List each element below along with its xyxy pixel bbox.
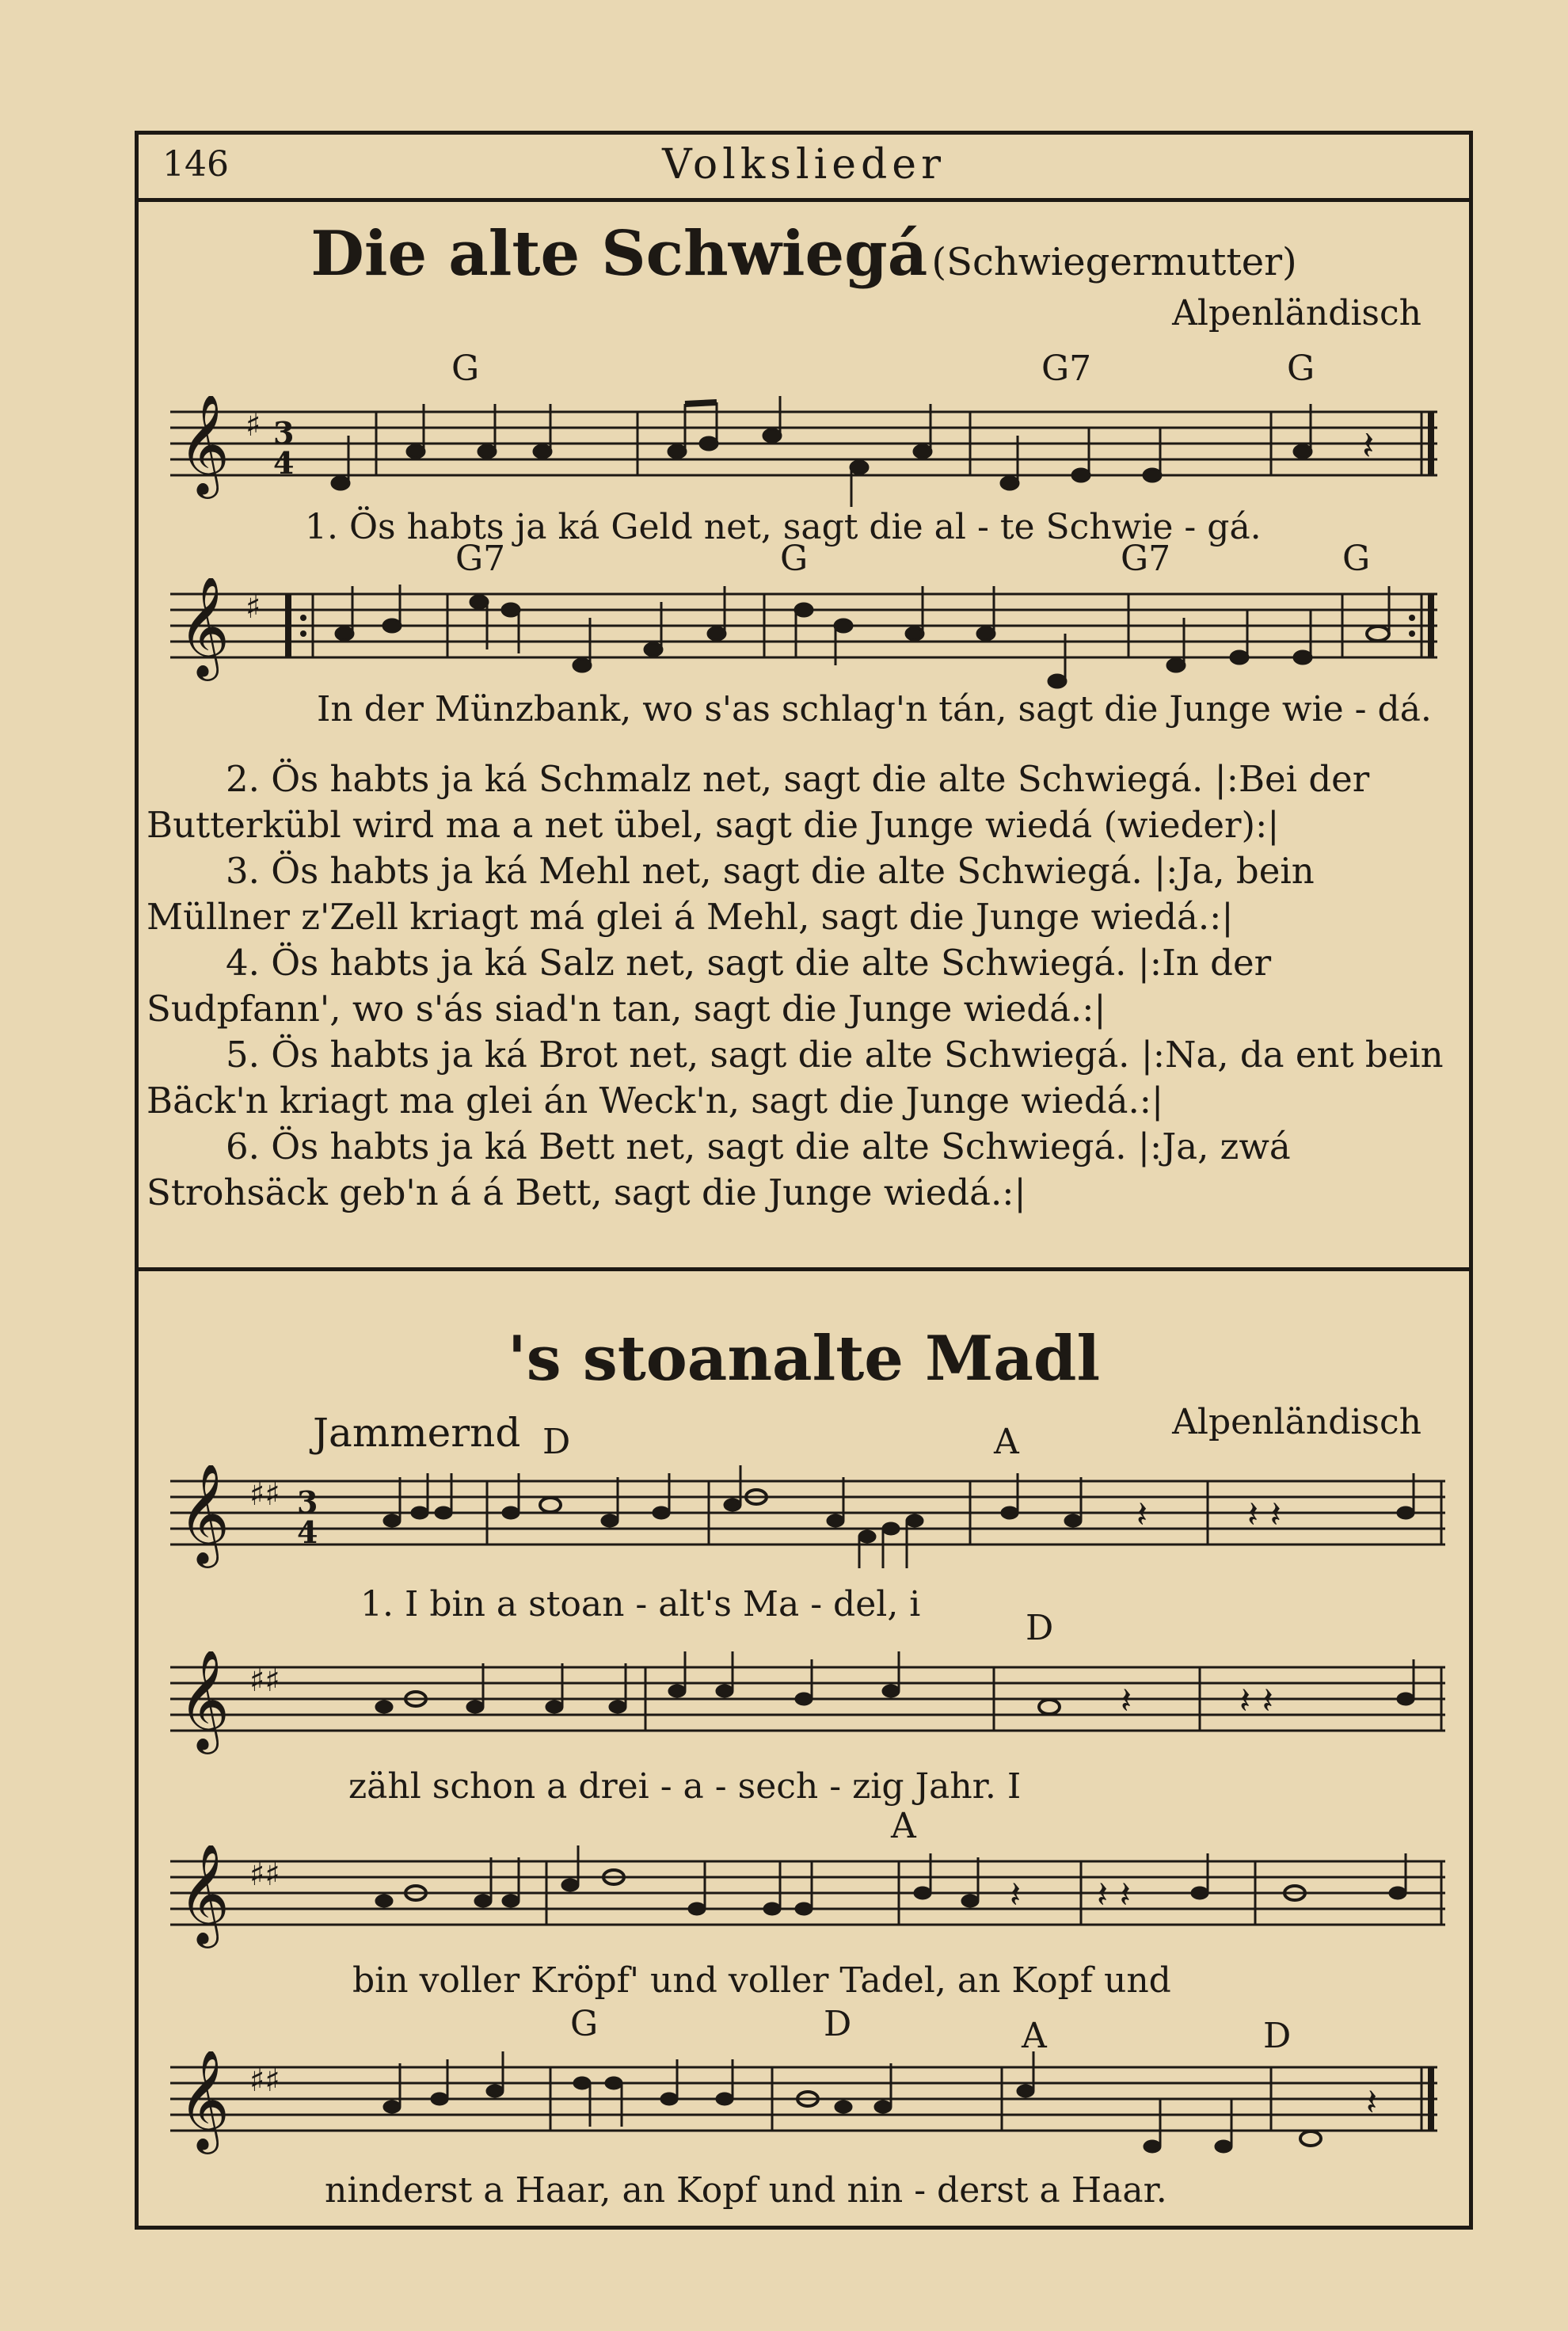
svg-text:𝄞: 𝄞 xyxy=(178,578,230,676)
song1-verse-2: 2. Ös habts ja ká Schmalz net, sagt die alte Schwiegá. |:Bei der Butterkübl wird ma a net übel, sagt die Junge wiedá (wieder):| xyxy=(147,758,1370,846)
svg-text:𝄽: 𝄽 xyxy=(1362,423,1375,469)
song2-s3-chord-1: A xyxy=(891,1806,916,1846)
song2-tempo: Jammernd xyxy=(313,1410,521,1456)
song2-s3-lyric: bin voller Kröpf' und voller Tadel, an Kopf und xyxy=(352,1960,1171,2001)
svg-text:𝄽 𝄽: 𝄽 𝄽 xyxy=(1239,1679,1273,1722)
song1-title-text: Die alte Schwiegá xyxy=(310,218,928,290)
song1-s1-lyric: 1. Ös habts ja ká Geld net, sagt die al - te Schwie - gá. xyxy=(305,507,1262,547)
song2-s1-lyric: 1. I bin a stoan - alt's Ma - del, i xyxy=(360,1584,921,1624)
song2-staff-2 xyxy=(170,1651,1453,1754)
svg-text:4: 4 xyxy=(297,1514,318,1550)
song2-staff-4 xyxy=(170,2051,1453,2170)
song1-s2-chord-3: G7 xyxy=(1121,539,1171,579)
song2-s4-chord-3: A xyxy=(1022,2016,1047,2056)
song1-s2-chord-2: G xyxy=(780,539,809,579)
song1-s1-chord-3: G xyxy=(1287,349,1315,389)
song1-title xyxy=(139,218,1469,290)
song1-verses xyxy=(147,756,1461,1216)
song1-s2-chord-4: G xyxy=(1342,539,1371,579)
running-head: Volkslieder xyxy=(662,141,946,189)
svg-text:𝄽 𝄽: 𝄽 𝄽 xyxy=(1097,1873,1131,1916)
svg-text:𝄞: 𝄞 xyxy=(178,1465,230,1564)
song2-s1-chord-2: A xyxy=(994,1422,1019,1462)
svg-text:♯♯: ♯♯ xyxy=(249,2062,280,2099)
song2-s4-chord-2: D xyxy=(824,2004,852,2044)
song1-verse-3: 3. Ös habts ja ká Mehl net, sagt die alte Schwiegá. |:Ja, bein Müllner z'Zell kriagt má glei á Mehl, sagt die Junge wiedá.:| xyxy=(147,850,1315,938)
svg-text:♯♯: ♯♯ xyxy=(249,1476,280,1513)
page-frame xyxy=(135,131,1473,2230)
song1-s1-chord-1: G xyxy=(451,349,480,389)
song1-origin: Alpenländisch xyxy=(1172,293,1421,333)
svg-text:♯: ♯ xyxy=(245,589,261,626)
svg-text:𝄞: 𝄞 xyxy=(178,2051,230,2150)
song1-verse-4: 4. Ös habts ja ká Salz net, sagt die alte Schwiegá. |:In der Sudpfann', wo s'ás siad'n tan, sagt die Junge wiedá.:| xyxy=(147,942,1272,1030)
song2-title: 's stoanalte Madl xyxy=(507,1323,1101,1395)
song1-s1-chord-2: G7 xyxy=(1041,349,1092,389)
svg-text:3: 3 xyxy=(297,1484,318,1520)
svg-text:𝄽 𝄽: 𝄽 𝄽 xyxy=(1247,1493,1281,1536)
svg-text:𝄽: 𝄽 xyxy=(1121,1679,1132,1722)
page-number: 146 xyxy=(162,144,229,185)
song2-s2-lyric: zähl schon a drei - a - sech - zig Jahr. I xyxy=(348,1766,1022,1807)
svg-text:𝄽: 𝄽 xyxy=(1366,2081,1378,2123)
song2-staff-3 xyxy=(170,1845,1453,1948)
song-divider xyxy=(139,1267,1469,1271)
song2-s4-chord-1: G xyxy=(570,2004,599,2044)
song2-origin: Alpenländisch xyxy=(1172,1402,1421,1442)
song2-s4-chord-4: D xyxy=(1263,2016,1292,2056)
svg-text:𝄽: 𝄽 xyxy=(1136,1493,1148,1536)
song2-s1-chord-1: D xyxy=(542,1422,571,1462)
song1-s2-lyric: In der Münzbank, wo s'as schlag'n tán, sagt die Junge wie - dá. xyxy=(317,689,1432,729)
song1-verse-5: 5. Ös habts ja ká Brot net, sagt die alte Schwiegá. |:Na, da ent bein Bäck'n kriagt ma glei án Weck'n, sagt die Junge wiedá.:| xyxy=(147,1034,1444,1122)
svg-text:3: 3 xyxy=(273,415,295,451)
song2-staff-1 xyxy=(170,1465,1453,1568)
svg-text:𝄞: 𝄞 xyxy=(178,396,230,494)
song2-s4-lyric: ninderst a Haar, an Kopf und nin - derst a Haar. xyxy=(325,2170,1167,2211)
song1-verse-6: 6. Ös habts ja ká Bett net, sagt die alte Schwiegá. |:Ja, zwá Strohsäck geb'n á á Bett, sagt die Junge wiedá.:| xyxy=(147,1126,1291,1213)
song1-s2-chord-1: G7 xyxy=(455,539,506,579)
svg-text:♯♯: ♯♯ xyxy=(249,1663,280,1699)
svg-text:𝄞: 𝄞 xyxy=(178,1651,230,1750)
svg-text:𝄽: 𝄽 xyxy=(1010,1873,1022,1916)
song2-s2-chord-1: D xyxy=(1026,1608,1054,1648)
song1-subtitle: (Schwiegermutter) xyxy=(931,240,1297,284)
svg-text:♯♯: ♯♯ xyxy=(249,1857,280,1893)
svg-text:♯: ♯ xyxy=(245,407,261,444)
header-rule xyxy=(139,198,1469,202)
song1-staff-1 xyxy=(170,396,1453,507)
song1-staff-2 xyxy=(170,578,1453,689)
svg-text:4: 4 xyxy=(273,445,295,481)
svg-text:𝄞: 𝄞 xyxy=(178,1845,230,1944)
